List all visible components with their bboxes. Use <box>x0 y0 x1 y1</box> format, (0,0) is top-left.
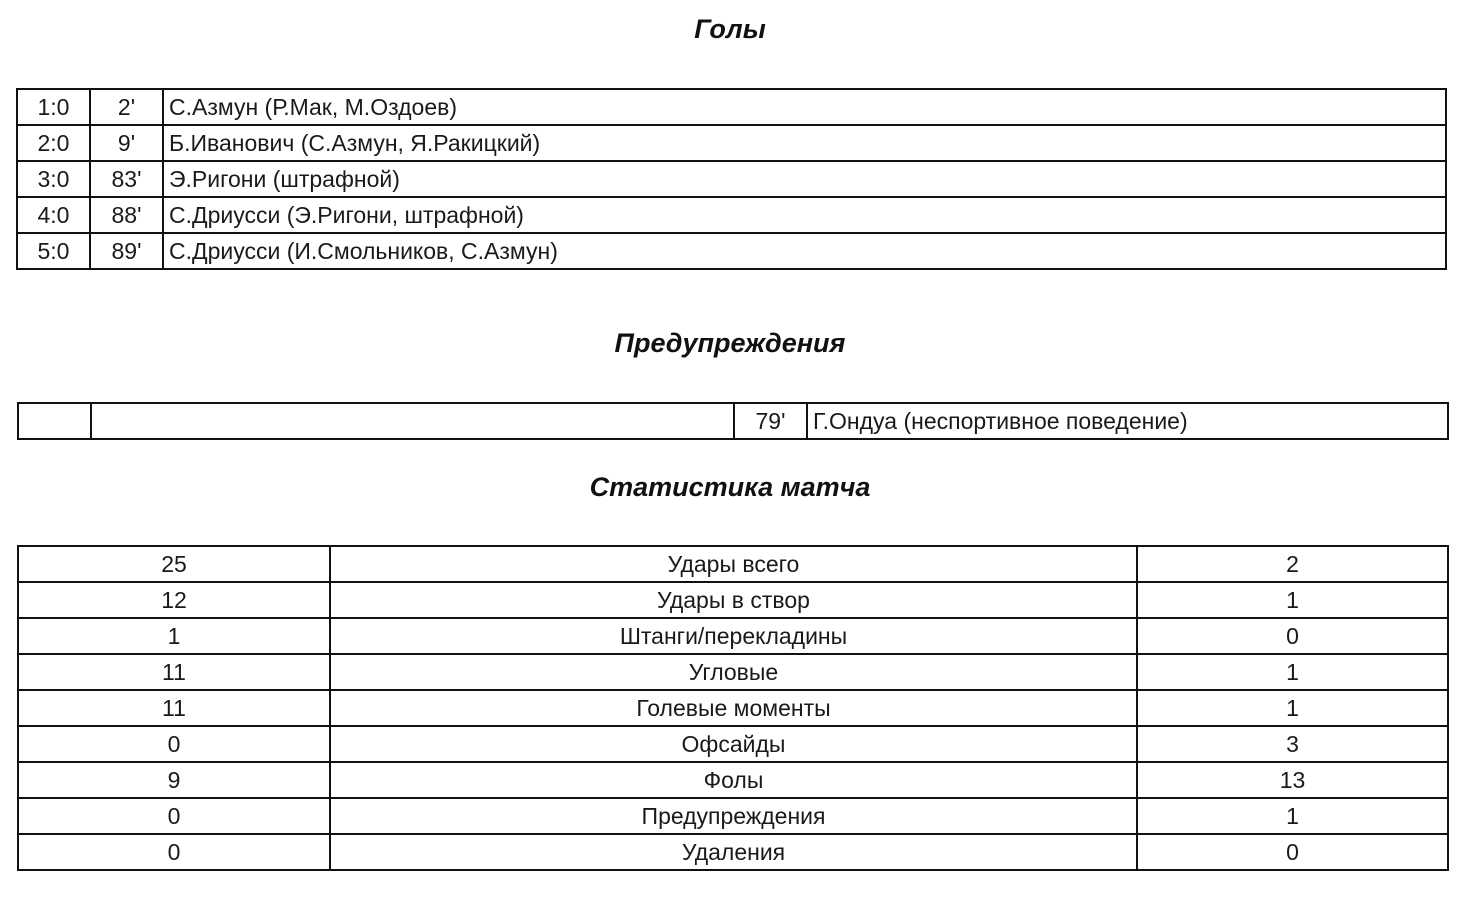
stat-label: Удары в створ <box>330 582 1137 618</box>
stat-away-value: 0 <box>1137 834 1448 870</box>
goal-minute: 88' <box>90 197 163 233</box>
stat-away-value: 1 <box>1137 690 1448 726</box>
table-row <box>18 403 1448 439</box>
stat-home-value: 11 <box>18 690 330 726</box>
stat-home-value: 9 <box>18 762 330 798</box>
stat-label: Удары всего <box>330 546 1137 582</box>
table-row <box>18 762 1448 798</box>
stat-home-value: 12 <box>18 582 330 618</box>
table-row <box>17 161 1446 197</box>
stat-label: Фолы <box>330 762 1137 798</box>
away-warning-minute: 79' <box>734 403 807 439</box>
stat-away-value: 1 <box>1137 582 1448 618</box>
stat-home-value: 1 <box>18 618 330 654</box>
stat-label: Штанги/перекладины <box>330 618 1137 654</box>
warnings-title: Предупреждения <box>614 328 846 358</box>
stat-label: Угловые <box>330 654 1137 690</box>
home-warning-player <box>91 403 734 439</box>
home-warning-minute <box>18 403 91 439</box>
stat-label: Удаления <box>330 834 1137 870</box>
goal-scorer: Э.Ригони (штрафной) <box>163 161 1446 197</box>
stats-table <box>17 545 1449 871</box>
stat-away-value: 1 <box>1137 654 1448 690</box>
goal-score: 2:0 <box>17 125 90 161</box>
table-row <box>17 197 1446 233</box>
table-row <box>18 618 1448 654</box>
stat-home-value: 11 <box>18 654 330 690</box>
table-row <box>17 233 1446 269</box>
table-row <box>18 690 1448 726</box>
stat-label: Предупреждения <box>330 798 1137 834</box>
stat-label: Голевые моменты <box>330 690 1137 726</box>
table-row <box>18 582 1448 618</box>
goals-title: Голы <box>694 14 766 44</box>
table-row <box>18 654 1448 690</box>
stat-away-value: 13 <box>1137 762 1448 798</box>
goal-score: 4:0 <box>17 197 90 233</box>
stat-home-value: 0 <box>18 726 330 762</box>
goal-scorer: С.Азмун (Р.Мак, М.Оздоев) <box>163 89 1446 125</box>
goal-minute: 89' <box>90 233 163 269</box>
stat-away-value: 2 <box>1137 546 1448 582</box>
goal-score: 5:0 <box>17 233 90 269</box>
table-row <box>18 726 1448 762</box>
table-row <box>17 89 1446 125</box>
table-row <box>18 546 1448 582</box>
away-warning-player: Г.Ондуа (неспортивное поведение) <box>807 403 1448 439</box>
table-row <box>18 798 1448 834</box>
goal-score: 1:0 <box>17 89 90 125</box>
goal-minute: 83' <box>90 161 163 197</box>
stat-home-value: 25 <box>18 546 330 582</box>
stat-home-value: 0 <box>18 798 330 834</box>
stat-home-value: 0 <box>18 834 330 870</box>
goal-score: 3:0 <box>17 161 90 197</box>
goals-table <box>16 88 1447 270</box>
stat-away-value: 1 <box>1137 798 1448 834</box>
stat-away-value: 0 <box>1137 618 1448 654</box>
goal-minute: 9' <box>90 125 163 161</box>
goal-scorer: Б.Иванович (С.Азмун, Я.Ракицкий) <box>163 125 1446 161</box>
stat-away-value: 3 <box>1137 726 1448 762</box>
goal-scorer: С.Дриусси (Э.Ригони, штрафной) <box>163 197 1446 233</box>
table-row <box>17 125 1446 161</box>
table-row <box>18 834 1448 870</box>
stats-title: Статистика матча <box>589 472 871 502</box>
stat-label: Офсайды <box>330 726 1137 762</box>
goal-scorer: С.Дриусси (И.Смольников, С.Азмун) <box>163 233 1446 269</box>
warnings-table <box>17 402 1449 440</box>
goal-minute: 2' <box>90 89 163 125</box>
